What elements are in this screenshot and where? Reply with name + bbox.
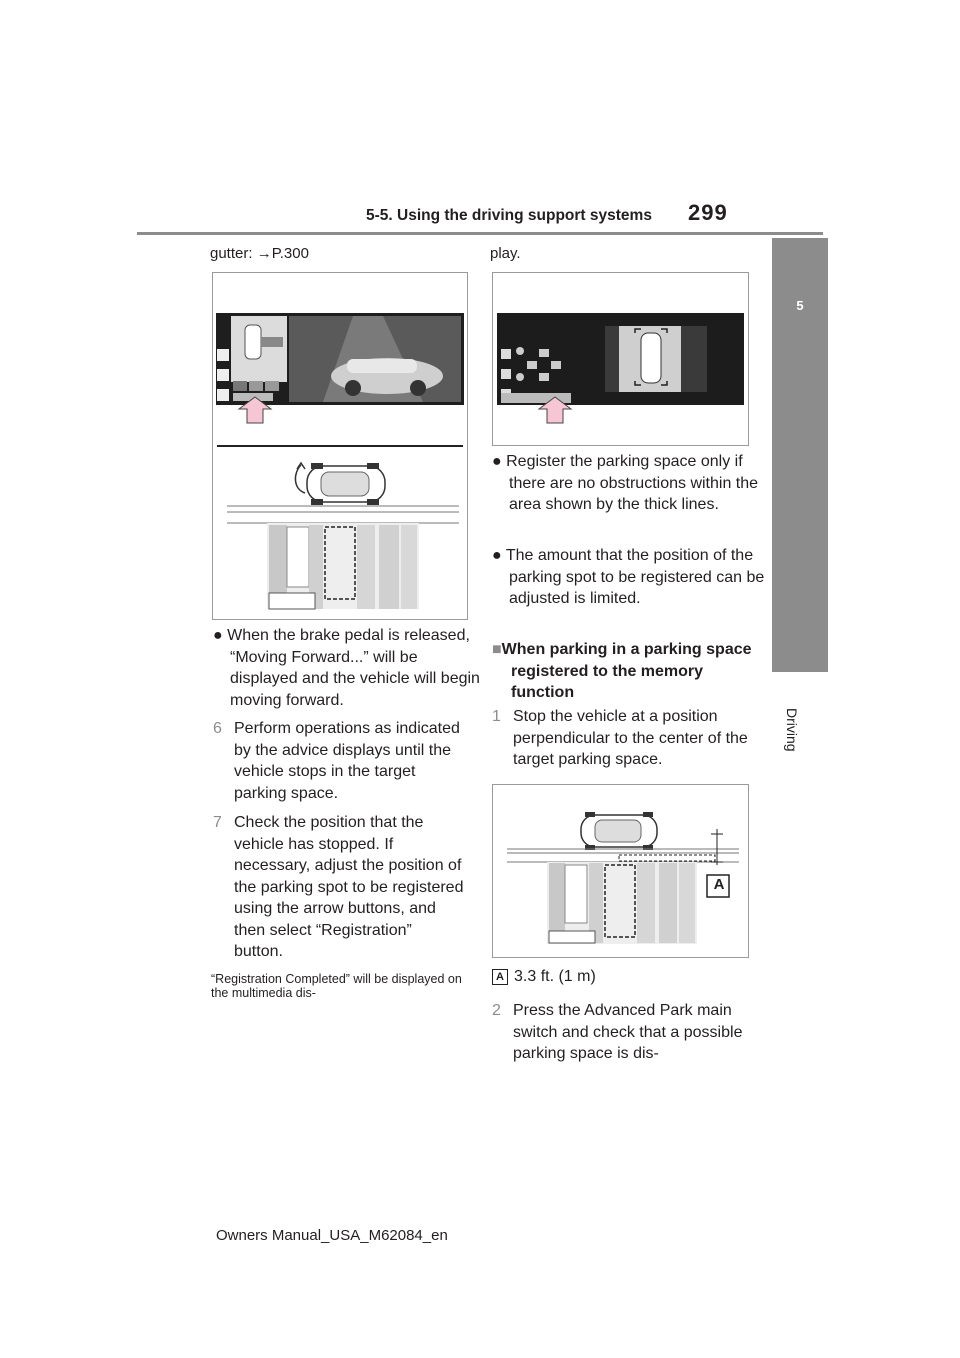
bullet-adjust-limit: ● The amount that the position of the parking spot to be registered can be adjusted is limited.	[492, 547, 765, 607]
header-rule	[137, 232, 823, 235]
step-1: 1 Stop the vehicle at a position perpendicular to the center of the target parking space.	[492, 708, 748, 768]
section-title: 5-5. Using the driving support systems	[366, 207, 652, 224]
registration-illustration	[213, 273, 467, 619]
figure-parking-display	[492, 272, 749, 446]
chapter-label: Driving	[784, 708, 800, 752]
chapter-number: 5	[796, 298, 804, 313]
step-6: 6 Perform operations as indicated by the advice displays until the vehicle stops in the target parking space.	[213, 720, 460, 802]
bullet-brake-release: ● When the brake pedal is released, “Moving Forward...” will be displayed and the vehicle will begin moving forward.	[213, 627, 480, 709]
memory-function-heading: ■When parking in a parking space registered to the memory function	[492, 641, 752, 701]
step-2: 2 Press the Advanced Park main switch and check that a possible parking space is dis-	[492, 1002, 743, 1062]
parking-display-illustration	[493, 273, 748, 445]
callout-badge: A	[492, 969, 508, 985]
manual-id-footer: Owners Manual_USA_M62084_en	[216, 1227, 448, 1244]
figure-registration-screen	[212, 272, 468, 620]
bullet-obstructions: ● Register the parking space only if there are no obstructions within the area shown by the thick lines.	[492, 453, 759, 513]
gutter-reference: gutter: →P.300	[210, 245, 309, 262]
registration-note: “Registration Completed” will be displayed on the multimedia dis-	[211, 972, 462, 1000]
page-number: 299	[688, 200, 728, 225]
callout-distance: A 3.3 ft. (1 m)	[492, 966, 750, 988]
stop-position-illustration	[493, 785, 748, 957]
figure-stop-position	[492, 784, 749, 958]
continued-text: play.	[490, 245, 521, 262]
figure-callout-letter: A	[713, 876, 725, 893]
step-7: 7 Check the position that the vehicle has stopped. If necessary, adjust the position of the parking spot to be registered using the arrow buttons, and then select “Registration” button.	[213, 814, 464, 960]
